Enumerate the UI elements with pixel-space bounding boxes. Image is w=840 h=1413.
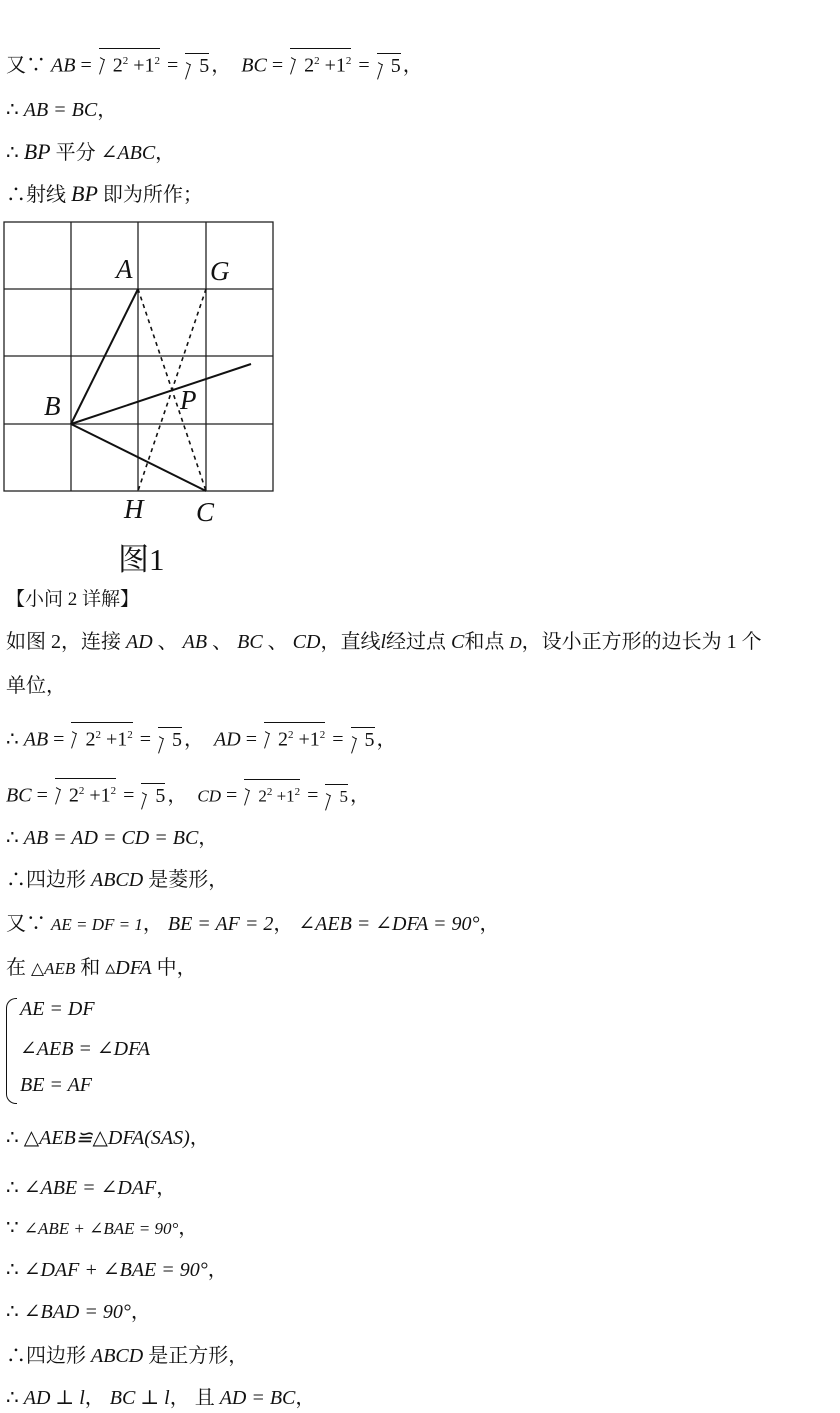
label-b: B — [44, 391, 61, 421]
radical-root5-b: 5 — [377, 53, 401, 78]
given-prefix: 又∵ — [6, 913, 46, 935]
radical-ab: $2^2 +1^2$ — [99, 48, 160, 78]
step-4: ∠BAD = 90° — [23, 1301, 131, 1323]
step-2: ∠ABE + ∠BAE = 90° — [23, 1219, 179, 1238]
step-1: ∠ABE = ∠DAF — [23, 1177, 157, 1199]
p1-text-a: 如图 2，连接 — [6, 631, 121, 653]
rhombus-name: ABCD — [91, 869, 144, 891]
line-perpendicular: ∴ AD ⊥ l， BC ⊥ l， 且 AD = BC， — [6, 1387, 316, 1409]
eq-ad: AD — [214, 728, 241, 751]
therefore-symbol: ∴ — [6, 99, 19, 121]
therefore-symbol: ∴ — [6, 827, 19, 849]
in-prefix: 在 — [6, 957, 26, 979]
line-ray-bp — [6, 180, 203, 209]
grid-figure — [0, 218, 300, 588]
done-text: 即为所作； — [102, 184, 203, 206]
ray-bp-2: BP — [71, 181, 98, 206]
segment-ab: AB — [51, 54, 76, 77]
p1-ab: AB — [182, 631, 208, 653]
line-all-equal: ∴ AB = AD = CD = BC， — [6, 827, 219, 849]
eq-cd: CD — [197, 786, 222, 806]
square-post: 是正方形， — [148, 1345, 249, 1367]
bisect-text: 平分 — [55, 142, 96, 164]
ray-bp-line — [71, 364, 251, 424]
line-bc-cd-lengths: BC = $2^2 +1^2 = 5$ ， CD = $2^2 +1^2 = 5$ ， — [6, 778, 370, 811]
eq-ab: AB — [23, 728, 49, 751]
line-bp-bisects: ∴ BP 平分 ∠ABC， — [6, 139, 176, 164]
ray-bp: BP — [23, 139, 51, 164]
figure-caption: 图1 — [118, 542, 165, 577]
therefore-symbol: ∴ — [6, 1127, 19, 1149]
given-2: BE = AF = 2 — [167, 913, 274, 935]
segment-bc: BC — [241, 54, 267, 77]
line-ab-eq-bc: ∴ AB = BC， — [6, 99, 118, 121]
triangle-dfa: ▵DFA — [105, 957, 152, 979]
label-a: A — [116, 254, 133, 284]
radical-ad: $2^2 +1^2$ — [264, 722, 325, 752]
perp-ad: AD ⊥ l — [23, 1387, 85, 1409]
p1-bc: BC — [237, 631, 263, 653]
p1-cd: CD — [292, 631, 321, 653]
ray-text: 射线 — [26, 184, 66, 206]
radical-bc-2: $2^2 +1^2$ — [55, 778, 116, 808]
radical-root5-f: 5 — [325, 784, 348, 809]
therefore-symbol: ∴ — [6, 1177, 19, 1199]
and-qie: 且 — [194, 1387, 215, 1409]
therefore-symbol: ∴ — [6, 1301, 19, 1323]
p1-ad: AD — [126, 631, 153, 653]
brace-line-2: ∠AEB = ∠DFA — [20, 1038, 150, 1060]
label-c: C — [196, 497, 215, 527]
therefore-symbol: ∴ — [6, 728, 19, 751]
triangle-aeb: △AEB — [31, 959, 76, 978]
p1-c: C — [451, 631, 465, 653]
therefore-symbol: ∴ — [6, 184, 26, 206]
given-3: ∠AEB = ∠DFA = 90° — [298, 913, 480, 935]
therefore-symbol: ∴ — [6, 869, 26, 891]
label-h: H — [124, 494, 144, 524]
therefore-symbol: ∴ — [6, 1345, 26, 1367]
label-g: G — [210, 256, 230, 286]
because-symbol: ∵ — [6, 1217, 19, 1239]
rhombus-pre: 四边形 — [26, 869, 86, 891]
line-triangles — [6, 954, 197, 983]
radical-ab-2: $2^2 +1^2$ — [71, 722, 132, 752]
line-given: 又∵ AE = DF = 1， BE = AF = 2， ∠AEB = ∠DFA = 90°， — [6, 913, 500, 935]
angle-abc: ∠ABC — [100, 142, 156, 164]
p1-d: D — [509, 633, 522, 652]
perp-bc: BC ⊥ l — [109, 1387, 170, 1409]
ad-eq-bc: AD = BC — [219, 1387, 296, 1409]
and-text: 和 — [80, 957, 101, 979]
grid-lines — [4, 222, 273, 491]
line-congruence: ∴ △AEB≌△DFA(SAS)， — [6, 1127, 210, 1149]
radical-root5-e: 5 — [141, 783, 165, 808]
label-p: P — [180, 385, 197, 415]
line-ab-ad-lengths: ∴ AB = $2^2 +1^2 = 5$ ， AD = $2^2 +1^2 = 5$ ， — [6, 722, 397, 754]
paragraph-line-2: 单位， — [6, 675, 66, 697]
step-3: ∠DAF + ∠BAE = 90° — [23, 1259, 208, 1281]
radical-root5-a: 5 — [185, 53, 209, 78]
therefore-symbol: ∴ — [6, 1259, 19, 1281]
p1-text-c: 经过点 — [386, 631, 447, 653]
equation-ab-bc: AB = BC — [23, 99, 98, 121]
line-ab-bc-lengths: 又∵ AB = $2^2 +1^2 = 5$ ， BC = $2^2 +1^2 = 5$ ， — [6, 48, 423, 80]
radical-cd: $2^2 +1^2$ — [244, 779, 300, 809]
p1-text-b: ，直线 — [320, 631, 381, 653]
brace-line-1: AE = DF — [20, 998, 95, 1020]
radical-bc: $2^2 +1^2$ — [290, 48, 351, 78]
therefore-symbol: ∴ — [6, 1387, 19, 1409]
in-suffix: 中， — [156, 957, 197, 979]
eq-bc: BC — [6, 784, 32, 807]
square-pre: 四边形 — [26, 1345, 86, 1367]
eq-all-equal: AB = AD = CD = BC — [23, 827, 199, 849]
p1-l: l — [380, 631, 387, 653]
section-heading: 【小问 2 详解】 — [6, 589, 140, 610]
square-name: ABCD — [91, 1345, 144, 1367]
radical-root5-c: 5 — [158, 727, 182, 752]
congruence: △AEB≌△DFA(SAS) — [23, 1127, 190, 1149]
p1-text-d: 和点 — [464, 631, 505, 653]
p1-text-e: ，设小正方形的边长为 1 个 — [521, 631, 762, 653]
line-step-1: ∴ ∠ABE = ∠DAF， — [6, 1177, 177, 1199]
line-step-3: ∴ ∠DAF + ∠BAE = 90°， — [6, 1259, 228, 1281]
line-square — [6, 1342, 248, 1370]
because-prefix: 又∵ — [6, 54, 46, 77]
radical-root5-d: 5 — [351, 727, 375, 752]
given-1: AE = DF = 1 — [51, 915, 143, 934]
left-brace — [6, 998, 17, 1104]
line-step-2: ∵ ∠ABE + ∠BAE = 90°， — [6, 1217, 199, 1239]
brace-line-3: BE = AF — [20, 1074, 93, 1096]
therefore-symbol: ∴ — [6, 142, 19, 164]
rhombus-post: 是菱形， — [148, 869, 229, 891]
line-step-4: ∴ ∠BAD = 90°， — [6, 1301, 151, 1323]
figure-1 — [0, 218, 300, 593]
paragraph-line-1: 如图 2，连接 AD 、 AB 、 BC 、 CD，直线l经过点 C和点 D，设小正方形的边长为 1 个 — [6, 631, 762, 653]
line-rhombus — [6, 866, 228, 894]
